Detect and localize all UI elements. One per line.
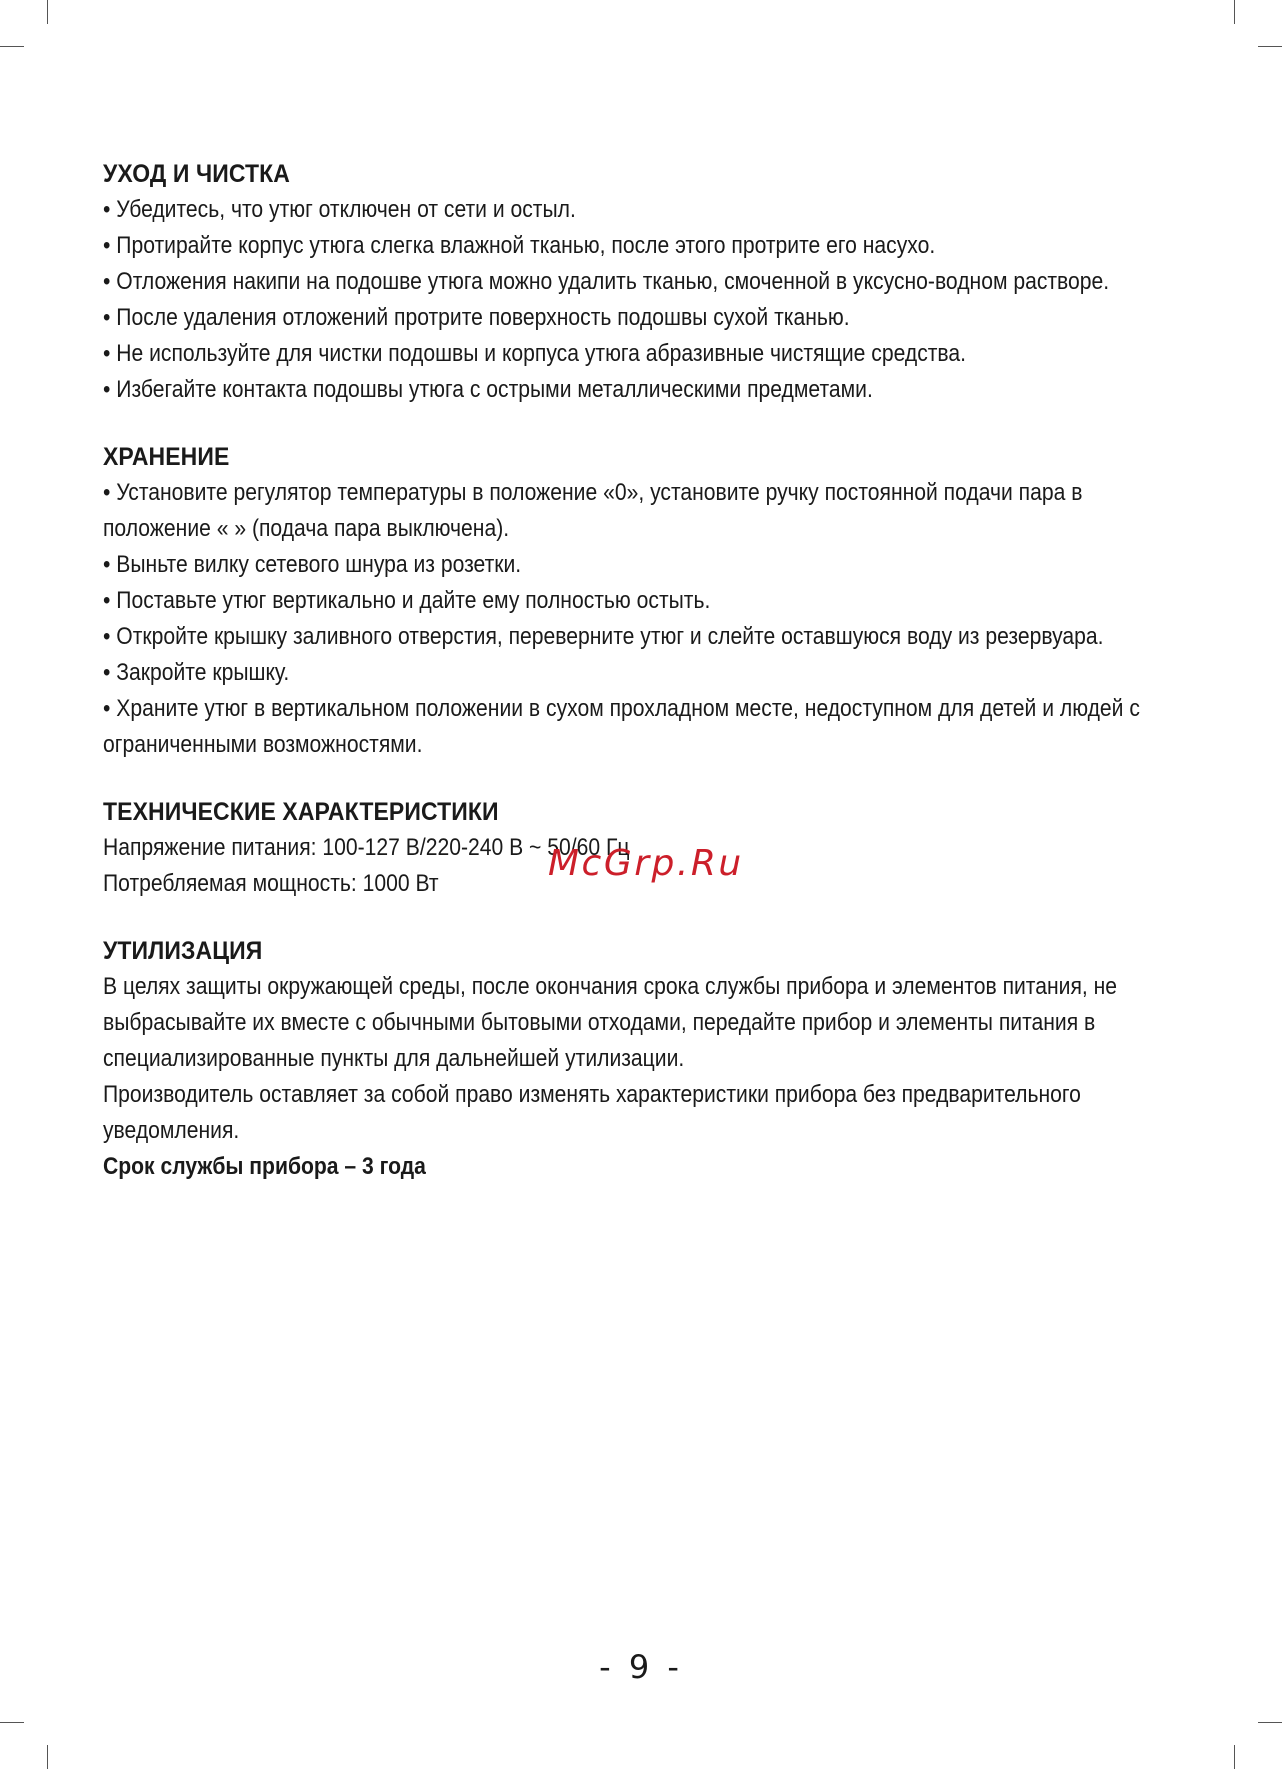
crop-mark	[1234, 0, 1235, 24]
storage-item: • Храните утюг в вертикальном положении в сухом прохладном месте, недоступном для детей и людей с ограниченными возможностями.	[103, 695, 1140, 758]
storage-section	[103, 439, 1183, 763]
crop-mark	[0, 1722, 24, 1723]
disposal-title: УТИЛИЗАЦИЯ	[103, 937, 263, 965]
storage-item: • Выньте вилку сетевого шнура из розетки.	[103, 551, 522, 578]
spec-power: Потребляемая мощность: 1000 Вт	[103, 870, 439, 897]
storage-item: • Закройте крышку.	[103, 659, 290, 686]
crop-mark	[47, 0, 48, 24]
care-item: • Не используйте для чистки подошвы и корпуса утюга абразивные чистящие средства.	[103, 340, 967, 367]
disposal-paragraph: Производитель оставляет за собой право изменять характеристики прибора без предварительного уведомления.	[103, 1081, 1081, 1144]
care-item: • Протирайте корпус утюга слегка влажной тканью, после этого протрите его насухо.	[103, 232, 936, 259]
crop-mark	[1234, 1745, 1235, 1769]
crop-mark	[1258, 46, 1282, 47]
storage-item: • Поставьте утюг вертикально и дайте ему полностью остыть.	[103, 587, 711, 614]
disposal-paragraph: В целях защиты окружающей среды, после окончания срока службы прибора и элементов питания, не выбрасывайте их вместе с обычными бытовыми отходами, передайте прибор и элементы питания в специализированные пункты для дальнейшей утилизации.	[103, 973, 1118, 1072]
care-item: • Убедитесь, что утюг отключен от сети и остыл.	[103, 196, 576, 223]
crop-mark	[47, 1745, 48, 1769]
page-number: - 9 -	[599, 1648, 683, 1686]
care-item: • После удаления отложений протрите поверхность подошвы сухой тканью.	[103, 304, 850, 331]
spec-voltage: Напряжение питания: 100-127 В/220-240 В ~ 50/60 Гц	[103, 834, 630, 861]
specs-title: ТЕХНИЧЕСКИЕ ХАРАКТЕРИСТИКИ	[103, 798, 499, 826]
care-section	[103, 156, 1183, 408]
storage-item: • Откройте крышку заливного отверстия, переверните утюг и слейте оставшуюся воду из резервуара.	[103, 623, 1104, 650]
care-title: УХОД И ЧИСТКА	[103, 160, 290, 188]
crop-mark	[1258, 1722, 1282, 1723]
care-item: • Отложения накипи на подошве утюга можно удалить тканью, смоченной в уксусно-водном растворе.	[103, 268, 1110, 295]
crop-mark	[0, 46, 24, 47]
storage-title: ХРАНЕНИЕ	[103, 443, 230, 471]
care-item: • Избегайте контакта подошвы утюга с острыми металлическими предметами.	[103, 376, 873, 403]
watermark: McGrp.Ru	[548, 843, 744, 884]
page-content	[103, 156, 1183, 1185]
specs-section	[103, 794, 1183, 902]
service-life-note: Срок службы прибора – 3 года	[103, 1153, 426, 1180]
disposal-section	[103, 933, 1183, 1185]
storage-item: • Установите регулятор температуры в положение «0», установите ручку постоянной подачи пара в положение « » (подача пара выключена).	[103, 479, 1083, 542]
